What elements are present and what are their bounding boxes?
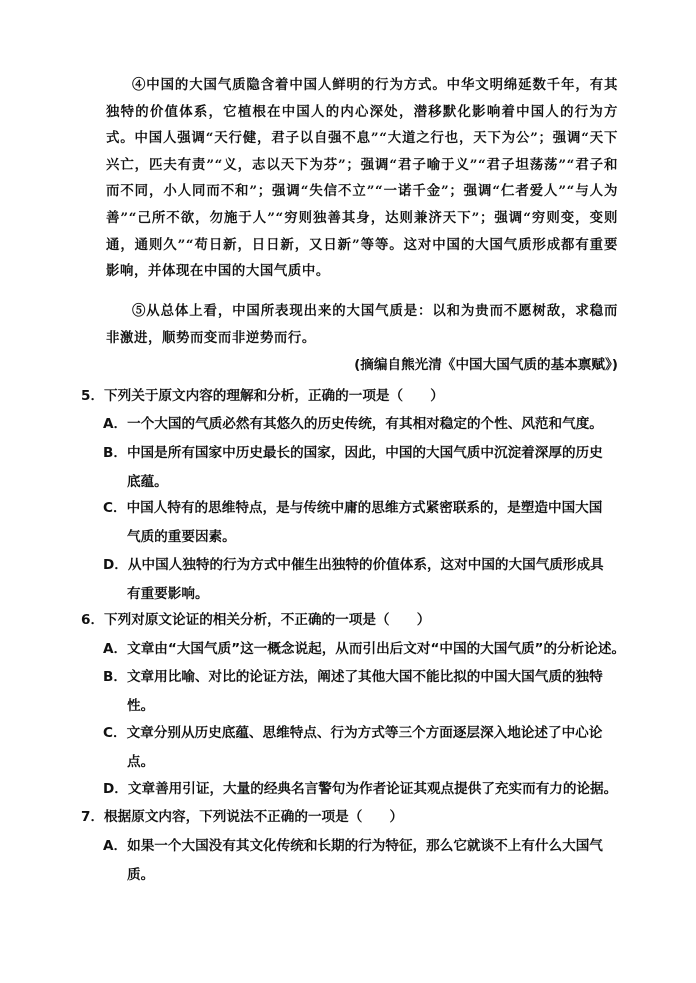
question-5-option-d[interactable] xyxy=(103,551,642,609)
option-text: C．中国人特有的思维特点，是与传统中庸的思维方式紧密联系的，是塑造中国大国 xyxy=(103,500,603,516)
option-text-continued: 有重要影响。 xyxy=(127,586,209,602)
option-text: A．如果一个大国没有其文化传统和长期的行为特征，那么它就谈不上有什么大国气 xyxy=(103,838,603,854)
option-text: B．文章用比喻、对比的论证方法，阐述了其他大国不能比拟的中国大国气质的独特 xyxy=(103,669,603,685)
question-7-option-a[interactable] xyxy=(103,832,642,890)
option-text-continued: 质。 xyxy=(127,867,155,883)
question-6-option-b[interactable] xyxy=(103,663,642,721)
question-5-stem: 5．下列关于原文内容的理解和分析，正确的一项是（ ） xyxy=(81,388,444,404)
option-text: A．文章由“大国气质”这一概念说起，从而引出后文对“中国的大国气质”的分析论述。 xyxy=(103,641,626,657)
passage-paragraph-5: ⑤从总体上看，中国所表现出来的大国气质是：以和为贵而不愿树敌，求稳而非激进，顺势而变而非逆势而行。 xyxy=(106,303,618,346)
option-text-continued: 气质的重要因素。 xyxy=(127,529,236,545)
question-6-option-a[interactable] xyxy=(103,635,642,664)
question-5-option-b[interactable] xyxy=(103,439,642,497)
question-5-option-a[interactable] xyxy=(103,410,642,439)
question-6-stem: 6．下列对原文论证的相关分析，不正确的一项是（ ） xyxy=(81,612,431,628)
option-text: C．文章分别从历史底蕴、思维特点、行为方式等三个方面逐层深入地论述了中心论 xyxy=(103,725,603,741)
option-text: D．文章善用引证，大量的经典名言警句为作者论证其观点提供了充实而有力的论据。 xyxy=(103,781,618,797)
option-text-continued: 底蕴。 xyxy=(127,474,168,490)
option-text: A．一个大国的气质必然有其悠久的历史传统，有其相对稳定的个性、风范和气度。 xyxy=(103,416,603,432)
question-7-stem: 7．根据原文内容，下列说法不正确的一项是（ ） xyxy=(81,809,404,825)
passage-paragraph-4: ④中国的大国气质隐含着中国人鲜明的行为方式。中华文明绵延数千年，有其独特的价值体系，它植根在中国人的内心深处，潜移默化影响着中国人的行为方式。中国人强调“天行健，君子以自强不息”“大道之行也，天下为公”；强调“天下兴亡，匹夫有责”“义，志以天下为芬”；强调“君子喻于义”“君子坦荡荡”“君子和而不同，小人同而不和”；强调“失信不立”“一诺千金”；强调“仁者爱人”“与人为善”“己所不欲，勿施于人”“穷则独善其身，达则兼济天下”；强调“穷则变，变则通，通则久”“苟日新，日日新，又日新”等等。这对中国的大国气质形成都有重要影响，并体现在中国的大国气质中。 xyxy=(106,77,618,280)
option-text: B．中国是所有国家中历史最长的国家，因此，中国的大国气质中沉淀着深厚的历史 xyxy=(103,445,603,461)
question-5-option-c[interactable] xyxy=(103,494,642,552)
option-text-continued: 点。 xyxy=(127,754,155,770)
passage-source: (摘编自熊光清《中国大国气质的基本禀赋》) xyxy=(354,357,618,373)
question-6-option-c[interactable] xyxy=(103,719,642,777)
question-6-option-d[interactable] xyxy=(103,775,642,804)
option-text: D．从中国人独特的行为方式中催生出独特的价值体系，这对中国的大国气质形成具 xyxy=(103,557,604,573)
option-text-continued: 性。 xyxy=(127,698,155,714)
